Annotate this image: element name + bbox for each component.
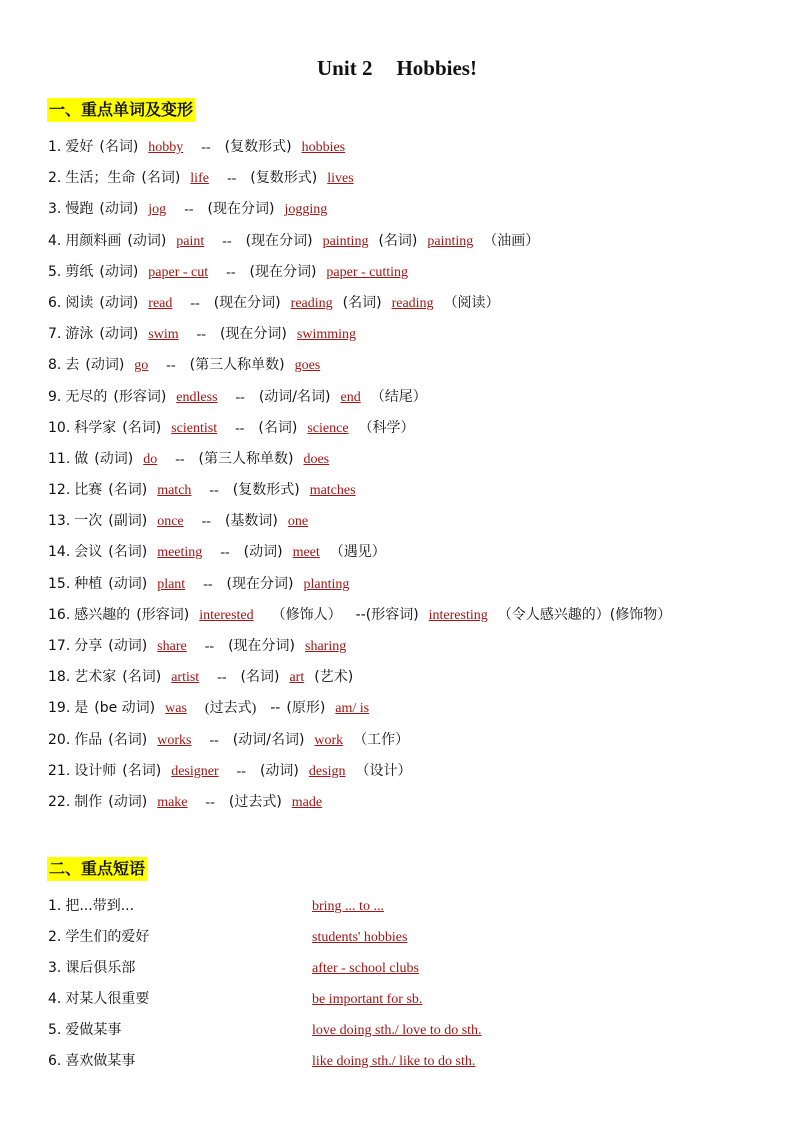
vocab-answer: paper - cutting xyxy=(326,264,409,280)
vocab-form-label: (第三人称单数) xyxy=(198,450,294,467)
vocab-item xyxy=(48,194,677,225)
vocab-separator: -- xyxy=(166,358,176,374)
vocab-pos: (名词) xyxy=(108,544,148,561)
vocab-chinese: 感兴趣的 xyxy=(74,606,131,623)
vocab-form-label: (复数形式) xyxy=(224,139,292,155)
vocab-number: 3. xyxy=(48,201,62,218)
vocab-separator: -- xyxy=(209,483,219,499)
phrase-chinese: 喜欢做某事 xyxy=(65,1053,136,1069)
vocab-chinese: 会议 xyxy=(74,544,103,561)
phrase-item xyxy=(48,953,748,984)
vocab-answer: paper - cut xyxy=(148,264,209,280)
vocab-answer: reading xyxy=(391,295,434,311)
vocab-answer: painting xyxy=(322,233,369,249)
vocab-form-label: (复数形式) xyxy=(232,482,300,499)
vocab-form-label: (现在分词) xyxy=(219,326,287,343)
vocab-number: 18. xyxy=(48,669,71,686)
phrase-chinese: 把...带到... xyxy=(65,898,135,914)
vocab-answer: share xyxy=(157,639,187,654)
vocab-separator: -- xyxy=(201,514,211,530)
vocab-separator: -- xyxy=(220,545,230,561)
vocab-item xyxy=(48,631,677,662)
vocab-answer: jogging xyxy=(284,202,328,218)
vocab-answer: planting xyxy=(303,576,350,592)
vocab-pos: (动词) xyxy=(99,326,139,343)
vocab-number: 2. xyxy=(48,170,62,187)
vocab-number: 4. xyxy=(48,232,62,249)
vocab-note: （科学） xyxy=(358,419,415,436)
vocab-form-label: (名词) xyxy=(240,669,280,686)
phrase-list xyxy=(48,891,748,1077)
vocab-form-label: (现在分词) xyxy=(226,575,294,592)
vocab-form-label: (第三人称单数) xyxy=(189,357,285,374)
vocab-item xyxy=(48,756,677,787)
vocab-answer: reading xyxy=(290,295,333,311)
vocab-answer: read xyxy=(148,295,173,311)
vocab-separator: （修饰人） xyxy=(271,607,342,623)
vocab-note: （遇见） xyxy=(329,544,386,561)
phrase-item xyxy=(48,1015,748,1046)
vocab-pos: (动词) xyxy=(108,575,148,592)
vocab-separator: -- xyxy=(190,295,200,311)
vocab-answer: meeting xyxy=(157,545,203,561)
vocab-number: 22. xyxy=(48,793,71,810)
vocab-number: 8. xyxy=(48,357,62,374)
vocab-chinese: 做 xyxy=(74,450,89,467)
vocab-answer: once xyxy=(157,514,184,530)
vocab-pos: (名词) xyxy=(122,762,162,779)
vocab-answer: paint xyxy=(176,233,205,249)
vocab-item xyxy=(48,787,677,818)
vocab-answer: art xyxy=(289,670,305,686)
vocab-number: 14. xyxy=(48,544,71,561)
vocab-number: 9. xyxy=(48,388,62,405)
vocab-form-label: -- xyxy=(270,700,281,717)
vocab-answer: jog xyxy=(148,202,167,218)
vocab-chinese: 比赛 xyxy=(74,482,103,499)
vocab-form-label: (过去式) xyxy=(228,793,282,810)
vocab-note: （令人感兴趣的）(修饰物） xyxy=(497,606,672,623)
vocab-item xyxy=(48,506,677,537)
section-heading-phrases: 二、重点短语 xyxy=(47,857,147,881)
vocab-number: 19. xyxy=(48,700,71,717)
vocab-form-label: (原形) xyxy=(286,700,326,717)
vocab-item xyxy=(48,475,677,506)
vocab-chinese: 去 xyxy=(65,357,80,374)
vocab-item xyxy=(48,725,677,756)
vocab-form-label: (名词) xyxy=(258,419,298,436)
vocab-number: 5. xyxy=(48,263,62,280)
vocab-pos: (名词) xyxy=(122,669,162,686)
phrase-english: like doing sth./ like to do sth. xyxy=(312,1054,476,1069)
phrase-number: 6. xyxy=(48,1053,62,1069)
vocab-item xyxy=(48,693,677,724)
vocab-answer: works xyxy=(157,732,192,748)
vocab-item xyxy=(48,132,677,163)
vocab-pos: (名词) xyxy=(99,139,139,155)
vocab-answer: make xyxy=(157,794,188,810)
vocab-separator: -- xyxy=(209,732,219,748)
vocab-answer: swim xyxy=(148,327,179,343)
phrase-english: students' hobbies xyxy=(312,930,408,945)
vocab-list xyxy=(48,132,677,818)
vocab-chinese: 游泳 xyxy=(65,326,94,343)
phrase-chinese: 对某人很重要 xyxy=(65,991,150,1007)
vocab-form-label: (现在分词) xyxy=(245,232,313,249)
vocab-item xyxy=(48,537,677,568)
vocab-pos: (动词) xyxy=(127,232,167,249)
vocab-answer: artist xyxy=(171,670,200,686)
page-title xyxy=(0,56,794,81)
vocab-separator: -- xyxy=(226,171,237,187)
vocab-pos: (动词) xyxy=(108,638,148,654)
vocab-chinese: 作品 xyxy=(74,731,103,748)
phrase-item xyxy=(48,984,748,1015)
vocab-answer: lives xyxy=(327,171,354,187)
vocab-item xyxy=(48,413,677,444)
phrase-english: bring ... to ... xyxy=(312,899,384,914)
vocab-item xyxy=(48,662,677,693)
vocab-separator: -- xyxy=(205,794,215,810)
vocab-form-label: (现在分词) xyxy=(249,263,317,280)
vocab-note: （油画） xyxy=(483,232,540,249)
vocab-separator: -- xyxy=(184,202,194,218)
vocab-chinese: 慢跑 xyxy=(65,201,94,218)
vocab-item xyxy=(48,382,677,413)
phrase-chinese: 学生们的爱好 xyxy=(65,929,150,945)
vocab-number: 15. xyxy=(48,575,71,592)
vocab-chinese: 用颜料画 xyxy=(65,232,122,249)
vocab-number: 13. xyxy=(48,513,71,530)
vocab-answer: made xyxy=(291,794,323,810)
vocab-item xyxy=(48,569,677,600)
section-heading-words: 一、重点单词及变形 xyxy=(47,98,195,122)
vocab-separator: -- xyxy=(222,233,232,249)
vocab-pos: (名词) xyxy=(108,482,148,499)
vocab-answer: meet xyxy=(292,545,320,561)
vocab-answer: design xyxy=(308,763,346,779)
vocab-chinese: 剪纸 xyxy=(65,263,94,280)
vocab-answer: scientist xyxy=(171,420,218,436)
phrase-number: 5. xyxy=(48,1022,62,1038)
vocab-separator: -- xyxy=(196,327,206,343)
phrase-number: 1. xyxy=(48,898,62,914)
vocab-pos: (动词) xyxy=(108,793,148,810)
vocab-number: 11. xyxy=(48,450,71,467)
vocab-form-label: (现在分词) xyxy=(213,294,281,311)
vocab-note: (艺术) xyxy=(314,669,354,686)
vocab-separator: (过去式) xyxy=(204,701,257,717)
phrase-item xyxy=(48,1046,748,1077)
vocab-chinese: 分享 xyxy=(74,638,103,654)
vocab-form-label: (动词/名词) xyxy=(258,388,331,405)
vocab-item xyxy=(48,163,677,194)
vocab-answer: do xyxy=(143,451,158,467)
vocab-chinese: 设计师 xyxy=(74,762,117,779)
vocab-chinese: 种植 xyxy=(74,575,103,592)
vocab-pos: (副词) xyxy=(108,513,148,530)
vocab-pos: (名词) xyxy=(122,419,162,436)
vocab-answer: was xyxy=(165,701,187,717)
vocab-number: 17. xyxy=(48,638,71,654)
vocab-answer: sharing xyxy=(305,639,347,654)
phrase-english: love doing sth./ love to do sth. xyxy=(312,1023,482,1038)
vocab-chinese: 制作 xyxy=(74,793,103,810)
vocab-pos: (名词) xyxy=(108,731,148,748)
vocab-chinese: 艺术家 xyxy=(74,669,117,686)
vocab-answer: one xyxy=(287,514,309,530)
phrase-english: be important for sb. xyxy=(312,992,423,1007)
vocab-answer: goes xyxy=(294,358,321,374)
vocab-item xyxy=(48,600,677,631)
vocab-pos: (动词) xyxy=(99,263,139,280)
vocab-form-label: --(形容词) xyxy=(355,606,419,623)
vocab-number: 7. xyxy=(48,326,62,343)
vocab-answer: endless xyxy=(176,389,218,405)
phrase-english: after - school clubs xyxy=(312,961,419,976)
vocab-form-label: (现在分词) xyxy=(207,201,275,218)
phrase-number: 3. xyxy=(48,960,62,976)
vocab-number: 12. xyxy=(48,482,71,499)
vocab-pos: (动词) xyxy=(99,201,139,218)
vocab-pos: (动词) xyxy=(99,294,139,311)
vocab-item xyxy=(48,288,677,319)
phrase-chinese: 课后俱乐部 xyxy=(65,960,136,976)
vocab-note: （工作） xyxy=(353,731,410,748)
vocab-number: 20. xyxy=(48,731,71,748)
vocab-form-label: (名词) xyxy=(342,294,382,311)
vocab-form-label: (名词) xyxy=(378,232,418,249)
vocab-answer: swimming xyxy=(296,327,357,343)
vocab-chinese: 科学家 xyxy=(74,419,117,436)
vocab-answer: go xyxy=(134,358,149,374)
vocab-note: （设计） xyxy=(355,762,412,779)
unit-number: Unit 2 xyxy=(317,56,373,80)
vocab-form-label: (复数形式) xyxy=(250,170,318,187)
vocab-item xyxy=(48,350,677,381)
vocab-pos: (形容词) xyxy=(136,606,190,623)
vocab-form-label: (动词) xyxy=(243,544,283,561)
unit-name: Hobbies! xyxy=(396,56,477,80)
vocab-separator: -- xyxy=(175,451,185,467)
vocab-number: 6. xyxy=(48,294,62,311)
vocab-chinese: 爱好 xyxy=(65,139,94,155)
vocab-pos: (动词) xyxy=(94,450,134,467)
phrase-number: 4. xyxy=(48,991,62,1007)
vocab-answer: work xyxy=(314,732,344,748)
vocab-number: 1. xyxy=(48,139,62,155)
vocab-note: （结尾） xyxy=(370,388,427,405)
vocab-form-label: (动词/名词) xyxy=(232,731,305,748)
vocab-item xyxy=(48,226,677,257)
vocab-number: 21. xyxy=(48,762,71,779)
vocab-number: 10. xyxy=(48,419,71,436)
vocab-pos: (动词) xyxy=(85,357,125,374)
vocab-note: （阅读） xyxy=(443,294,500,311)
vocab-form-label: (现在分词) xyxy=(228,638,296,654)
vocab-answer: hobby xyxy=(148,140,184,155)
vocab-answer: science xyxy=(307,420,349,436)
vocab-chinese: 阅读 xyxy=(65,294,94,311)
vocab-separator: -- xyxy=(217,670,227,686)
vocab-separator: -- xyxy=(203,576,213,592)
phrase-item xyxy=(48,922,748,953)
vocab-answer: life xyxy=(190,171,209,187)
vocab-answer: am/ is xyxy=(335,701,370,717)
vocab-answer: painting xyxy=(427,233,474,249)
vocab-answer: end xyxy=(340,389,361,405)
vocab-item xyxy=(48,444,677,475)
vocab-number: 16. xyxy=(48,606,71,623)
vocab-answer: plant xyxy=(157,576,186,592)
vocab-answer: match xyxy=(157,483,192,499)
vocab-chinese: 是 xyxy=(74,700,89,717)
vocab-answer: does xyxy=(303,451,330,467)
vocab-chinese: 无尽的 xyxy=(65,388,108,405)
vocab-form-label: (动词) xyxy=(259,762,299,779)
vocab-item xyxy=(48,257,677,288)
vocab-answer: designer xyxy=(171,763,219,779)
vocab-pos: (名词) xyxy=(141,170,181,187)
vocab-separator: -- xyxy=(235,389,245,405)
vocab-separator: -- xyxy=(236,763,246,779)
vocab-chinese: 一次 xyxy=(74,513,103,530)
vocab-answer: interesting xyxy=(428,607,488,623)
vocab-chinese: 生活；生命 xyxy=(65,170,136,187)
vocab-separator: -- xyxy=(204,639,215,654)
vocab-item xyxy=(48,319,677,350)
vocab-form-label: (基数词) xyxy=(224,513,278,530)
vocab-answer: matches xyxy=(309,483,356,499)
vocab-separator: -- xyxy=(226,264,236,280)
phrase-chinese: 爱做某事 xyxy=(65,1022,122,1038)
phrase-number: 2. xyxy=(48,929,62,945)
vocab-pos: (形容词) xyxy=(113,388,167,405)
vocab-answer: interested xyxy=(199,607,254,623)
vocab-separator: -- xyxy=(201,140,211,155)
vocab-separator: -- xyxy=(235,420,245,436)
phrase-item xyxy=(48,891,748,922)
vocab-pos: (be 动词) xyxy=(94,700,156,717)
vocab-answer: hobbies xyxy=(301,140,346,155)
